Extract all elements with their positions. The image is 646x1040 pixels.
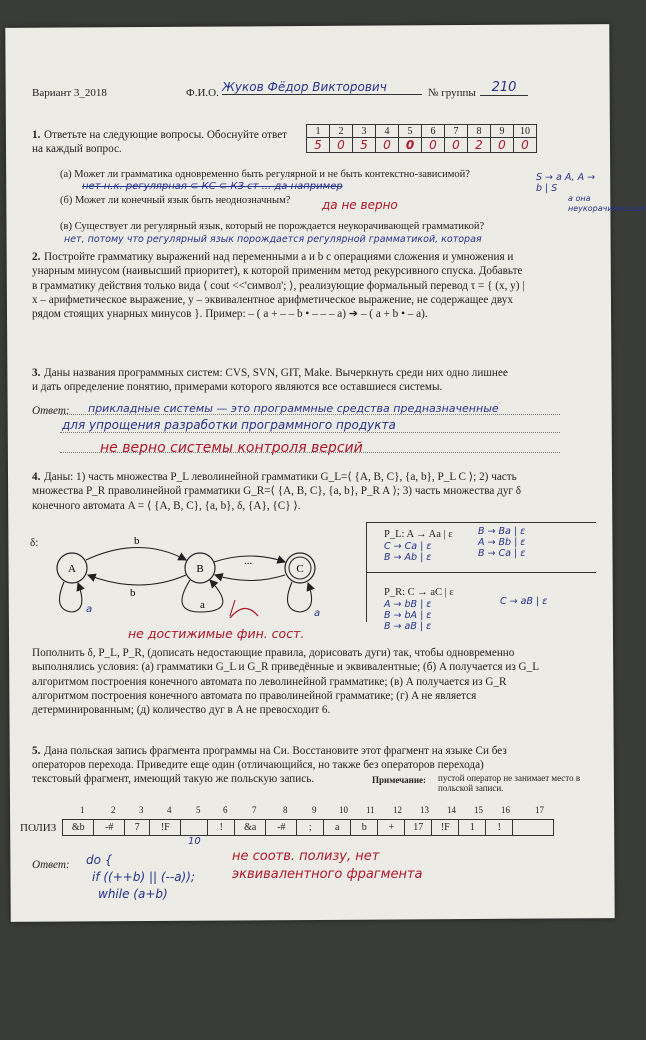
answers-header-cell: 2 bbox=[330, 125, 353, 138]
answers-header-cell: 5 bbox=[399, 125, 422, 138]
q1-c: (в) Существует ли регулярный язык, который не порождается неукорачивающей грамматикой? bbox=[60, 221, 485, 232]
state-label-C: C bbox=[296, 563, 304, 575]
q3-answer-1: прикладные системы — это программные средства предназначенные bbox=[88, 402, 499, 415]
edge-label-b-top: b bbox=[134, 535, 140, 547]
q2text-line: Постройте грамматику выражений над переменными a и b с операциями сложения и умножения и bbox=[44, 251, 514, 263]
pr-rules-left bbox=[384, 599, 431, 632]
answers-header-cell: 4 bbox=[376, 125, 399, 138]
polis-cell: b bbox=[351, 820, 378, 836]
q3-number: 3. bbox=[32, 367, 41, 379]
polis-cell: ; bbox=[297, 820, 324, 836]
loop-C bbox=[288, 582, 312, 612]
pl-rule: B → Ba | ε bbox=[478, 526, 526, 537]
group-value: 210 bbox=[480, 80, 528, 96]
polis-cell bbox=[513, 820, 554, 836]
red-correction-arc bbox=[230, 608, 258, 618]
answers-value-cell: 5 bbox=[353, 138, 376, 153]
polis-cell: -# bbox=[94, 820, 125, 836]
state-label-B: B bbox=[196, 563, 204, 575]
polis-index: 16 bbox=[501, 805, 510, 815]
answers-value-cell: 0 bbox=[330, 138, 353, 153]
answers-header-row bbox=[307, 125, 537, 138]
edge-A-B bbox=[86, 548, 186, 561]
answer-line bbox=[60, 414, 560, 415]
fio-value: Жуков Фёдор Викторович bbox=[222, 80, 422, 95]
q1-side-note: а она неукорачивающая bbox=[568, 194, 646, 213]
answers-value-cell: 0 bbox=[399, 138, 422, 153]
automaton-diagram bbox=[30, 520, 360, 630]
q4task-line: детерминированным; (д) количество дуг в A не превосходит 6. bbox=[32, 704, 331, 717]
polis-index: 9 bbox=[312, 805, 317, 815]
polis-index: 11 bbox=[366, 805, 375, 815]
q4text-line: множества P_R праволинейной грамматики G_R=⟨ {A, B, C}, {a, b}, P_R A ⟩; 3) часть множества дуг δ bbox=[32, 485, 522, 498]
answers-value-cell: 0 bbox=[514, 138, 537, 153]
variant-label: Вариант 3_2018 bbox=[32, 87, 107, 99]
q3-grade: не верно системы контроля версий bbox=[100, 440, 363, 456]
q1-b: (б) Может ли конечный язык быть неоднозначным? bbox=[60, 195, 291, 206]
polis-cell: ! bbox=[208, 820, 235, 836]
polis-cell: &b bbox=[63, 820, 94, 836]
answers-value-row bbox=[307, 138, 537, 153]
edge-C-B bbox=[215, 575, 285, 581]
q4task-line: алгоритмом построения конечного автомата по леволинейной грамматике; (в) A получается из G_R bbox=[32, 675, 507, 688]
answers-value-cell: 0 bbox=[445, 138, 468, 153]
q5-answer-line: while (a+b) bbox=[98, 887, 168, 901]
answers-header-cell: 8 bbox=[468, 125, 491, 138]
q2text-line: унарным минусом (наивысший приоритет), к которой применим метод рекурсивного спуска. Добавьте bbox=[32, 265, 523, 278]
polis-cell: ! bbox=[486, 820, 513, 836]
polis-index: 1 bbox=[80, 805, 85, 815]
q4-grade: не достижимые фин. сост. bbox=[128, 626, 305, 641]
polis-index: 12 bbox=[393, 805, 402, 815]
pr-label: P_R: C → aC | ε bbox=[384, 587, 454, 598]
polis-index: 6 bbox=[223, 805, 228, 815]
pl-rule: B → Ab | ε bbox=[384, 552, 432, 563]
polis-index: 14 bbox=[447, 805, 456, 815]
polis-index: 17 bbox=[535, 805, 544, 815]
q5-grade: не соотв. полизу, нет эквивалентного фрагмента bbox=[232, 849, 423, 882]
polis-cell: !F bbox=[432, 820, 459, 836]
polis-table bbox=[18, 819, 554, 836]
answers-value-cell: 0 bbox=[376, 138, 399, 153]
answers-header-cell: 3 bbox=[353, 125, 376, 138]
answers-value-cell: 5 bbox=[307, 138, 330, 153]
edge-label-a-loop-b: a bbox=[200, 599, 205, 611]
q1-a: (а) Может ли грамматика одновременно быть регулярной и не быть контекстно-зависимой? bbox=[60, 169, 470, 180]
q5-number: 5. bbox=[32, 745, 41, 757]
q2text-line: x – арифметическое выражение, y – эквивалентное арифметическое выражение, не содержащее двух bbox=[32, 293, 513, 306]
delta-label: δ: bbox=[30, 537, 39, 549]
answers-header-cell: 1 bbox=[307, 125, 330, 138]
grammar-rule-top bbox=[366, 522, 596, 523]
q4task-line: выполнялись условия: (а) грамматики G_L и G_R приведённые и эквивалентные; (б) A получается из G_L bbox=[32, 661, 540, 674]
loop-A bbox=[60, 582, 82, 612]
pl-rules-right bbox=[478, 526, 525, 559]
pl-rule: B → Ca | ε bbox=[478, 548, 526, 559]
answers-value-cell: 0 bbox=[491, 138, 514, 153]
q5-answer-line: if ((++b) || (--a)); bbox=[92, 870, 195, 884]
q5-hand-num: 10 bbox=[188, 836, 201, 847]
pl-rules-left bbox=[384, 541, 431, 563]
q1-a-answer: нет н.к. регулярная ⊂ КС ⊂ КЗ ст ... да например bbox=[82, 181, 343, 192]
q4text-line: Даны: 1) часть множества P_L леволинейной грамматики G_L=⟨ {A, B, C}, {a, b}, P_L C ⟩; 2) часть bbox=[44, 471, 517, 483]
answers-header-cell: 9 bbox=[491, 125, 514, 138]
polis-cell: -# bbox=[266, 820, 297, 836]
q1-c-answer: нет, потому что регулярный язык порождается регулярной грамматикой, которая bbox=[64, 234, 482, 245]
pl-rule: A → Bb | ε bbox=[478, 537, 526, 548]
q5-note-label: Примечание: bbox=[372, 775, 427, 785]
q4-number: 4. bbox=[32, 471, 41, 483]
q1-text-2: на каждый вопрос. bbox=[32, 143, 122, 155]
q1-number: 1. bbox=[32, 129, 41, 141]
fio-label: Ф.И.О. bbox=[186, 87, 219, 99]
q4text-line: конечного автомата A = ⟨ {A, B, C}, {a, b}, δ, {A}, {C} ⟩. bbox=[32, 499, 301, 512]
answer-line bbox=[60, 432, 560, 433]
answers-header-cell: 6 bbox=[422, 125, 445, 138]
polis-index: 15 bbox=[474, 805, 483, 815]
q5-text-3: текстовый фрагмент, имеющий такую же польскую запись. bbox=[32, 773, 315, 785]
polis-index: 8 bbox=[283, 805, 288, 815]
polis-cell: &a bbox=[235, 820, 266, 836]
polis-cell: 7 bbox=[125, 820, 150, 836]
edge-label-b-bottom: b bbox=[130, 587, 136, 599]
q5-text-2: операторов перехода. Приведите еще один (отличающийся, но также без операторов перехода) bbox=[32, 759, 484, 771]
polis-row bbox=[18, 820, 554, 836]
pr-rule-right: C → aB | ε bbox=[500, 596, 548, 607]
q2text-line: рядом стоящих унарных минусов }. Пример: – ( a + – – b • – – – a) ➔ – ( a + b • – a). bbox=[32, 308, 428, 321]
polis-cell bbox=[181, 820, 208, 836]
q1-a-side: S → a A, A → b | S bbox=[536, 172, 596, 194]
polis-index: 5 bbox=[196, 805, 201, 815]
polis-index: 2 bbox=[111, 805, 116, 815]
q5-note: пустой оператор не занимает место в польской записи. bbox=[438, 773, 581, 793]
polis-index: 13 bbox=[420, 805, 429, 815]
polis-cell: 17 bbox=[405, 820, 432, 836]
polis-cell: 1 bbox=[459, 820, 486, 836]
q5-answer-line: do { bbox=[86, 853, 113, 867]
polis-cell: a bbox=[324, 820, 351, 836]
answers-value-cell: 2 bbox=[468, 138, 491, 153]
polis-label: ПОЛИЗ bbox=[20, 821, 57, 834]
answer-line bbox=[60, 452, 560, 453]
edge-label-a-loop-a: a bbox=[86, 604, 93, 615]
answers-header-cell: 7 bbox=[445, 125, 468, 138]
q2-number: 2. bbox=[32, 251, 41, 263]
polis-index: 10 bbox=[339, 805, 348, 815]
pr-rule: B → bA | ε bbox=[384, 610, 432, 621]
polis-index: 3 bbox=[139, 805, 144, 815]
q3-text-1: Даны названия программных систем: CVS, SVN, GIT, Make. Вычеркнуть среди них одно лишнее bbox=[44, 367, 508, 379]
q3-answer-label: Ответ: bbox=[32, 405, 70, 417]
polis-cell: + bbox=[378, 820, 405, 836]
answers-table bbox=[306, 124, 537, 153]
q2text-line: в грамматику действия только вида ⟨ cout <<'символ'; ⟩, реализующие формальный перевод τ = { (x, y) | bbox=[32, 279, 525, 292]
pr-rule: A → bB | ε bbox=[384, 599, 432, 610]
pr-rule: B → aB | ε bbox=[384, 621, 432, 632]
pl-label: P_L: A → Aa | ε bbox=[384, 529, 453, 540]
edge-label-a-loop-c: a bbox=[314, 608, 321, 619]
pl-rule: C → Ca | ε bbox=[384, 541, 432, 552]
polis-index: 4 bbox=[167, 805, 172, 815]
polis-cell: !F bbox=[150, 820, 181, 836]
q1-b-answer: да не верно bbox=[322, 198, 398, 212]
state-label-A: A bbox=[68, 563, 76, 575]
q3-text-2: и дать определение понятию, примерами которого являются все оставшиеся системы. bbox=[32, 381, 443, 393]
q3-answer-2: для упрощения разработки программного продукта bbox=[62, 418, 396, 432]
edge-dots: ... bbox=[244, 555, 253, 567]
grammar-rule-mid bbox=[366, 572, 596, 573]
q5-answer-label: Ответ: bbox=[32, 859, 70, 871]
edge-B-A bbox=[88, 575, 186, 585]
q5-answer bbox=[86, 852, 195, 903]
polis-index: 7 bbox=[252, 805, 257, 815]
group-label: № группы bbox=[428, 87, 476, 99]
q1-text-1: Ответьте на следующие вопросы. Обоснуйте ответ bbox=[44, 129, 288, 141]
q5-text-1: Дана польская запись фрагмента программы на Си. Восстановите этот фрагмент на языке Си без bbox=[44, 745, 507, 757]
q4task-line: Пополнить δ, P_L, P_R, (дописать недостающие правила, дорисовать дуги) так, чтобы одновременно bbox=[32, 647, 515, 659]
answers-value-cell: 0 bbox=[422, 138, 445, 153]
answers-header-cell: 10 bbox=[514, 125, 537, 138]
q4task-line: алгоритмом построения конечного автомата по праволинейной грамматике; (г) A не является bbox=[32, 689, 477, 702]
